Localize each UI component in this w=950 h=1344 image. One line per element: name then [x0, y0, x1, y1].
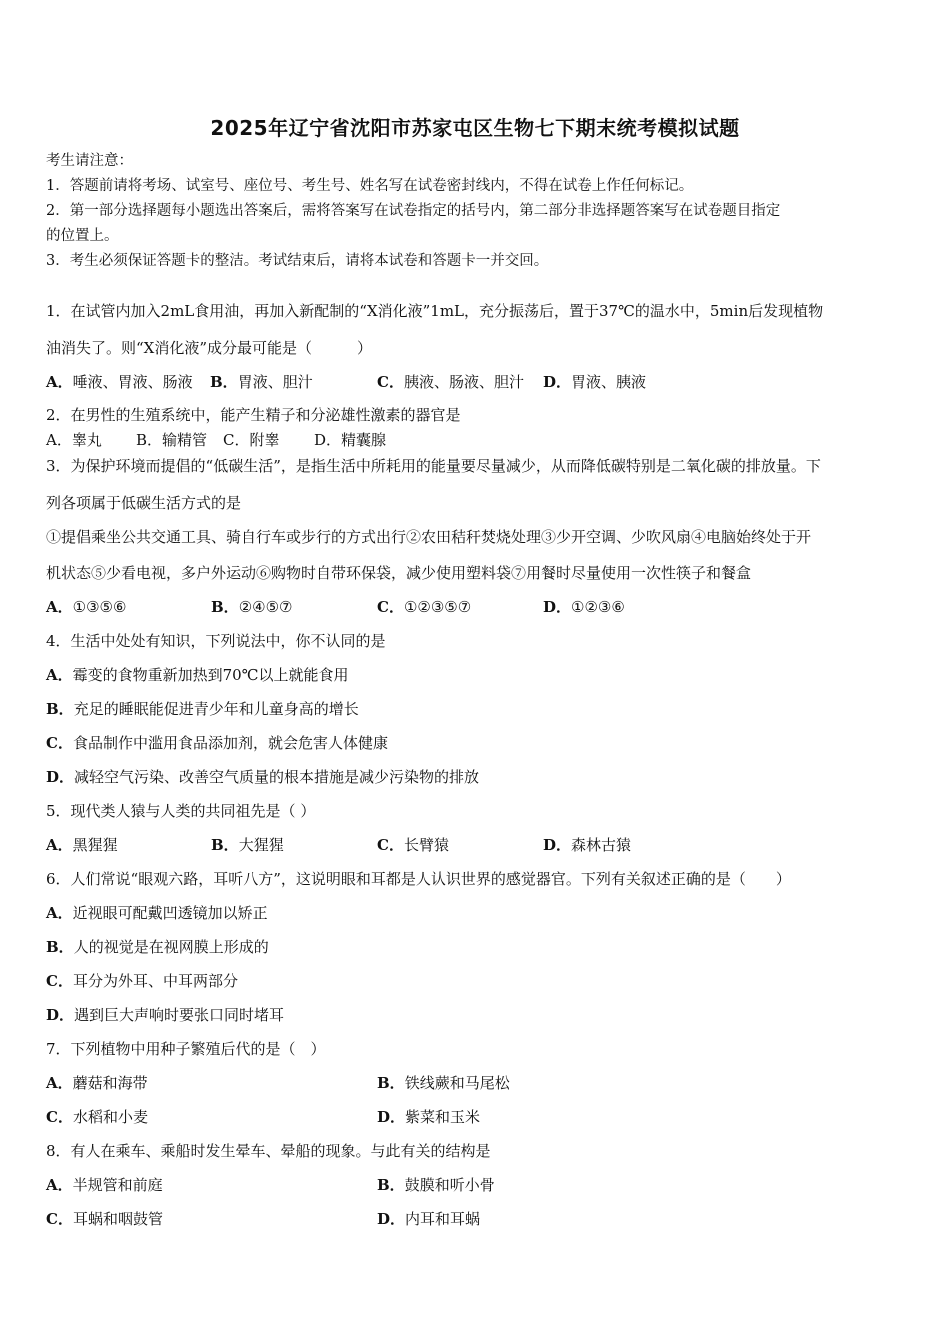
option: A．①③⑤⑥: [46, 598, 127, 616]
option: A．唾液、胃液、肠液: [46, 373, 193, 391]
question-stem: 5．现代类人猿与人类的共同祖先是（ ）: [46, 802, 316, 820]
question-stem: 油消失了。则“X消化液”成分最可能是（ ）: [46, 339, 373, 357]
question-stem: 4．生活中处处有知识，下列说法中，你不认同的是: [46, 632, 386, 650]
option: B．②④⑤⑦: [211, 598, 293, 616]
option: D．内耳和耳蜗: [377, 1210, 481, 1228]
question-stem: 7．下列植物中用种子繁殖后代的是（ ）: [46, 1040, 326, 1058]
question-stem: 2．在男性的生殖系统中，能产生精子和分泌雄性激素的器官是: [46, 406, 461, 424]
option: D．森林古猿: [543, 836, 632, 854]
option: D．减轻空气污染、改善空气质量的根本措施是减少污染物的排放: [46, 768, 480, 786]
option: D．①②③⑥: [543, 598, 625, 616]
notice-item: 1．答题前请将考场、试室号、座位号、考生号、姓名写在试卷密封线内，不得在试卷上作任何标记。: [46, 178, 694, 194]
option: B．铁线蕨和马尾松: [377, 1074, 510, 1092]
option: C．①②③⑤⑦: [377, 598, 472, 616]
option: A．睾丸: [46, 431, 102, 449]
option: A．半规管和前庭: [46, 1176, 163, 1194]
option: C．附睾: [223, 431, 280, 449]
option: B．鼓膜和听小骨: [377, 1176, 495, 1194]
option: C．胰液、肠液、胆汁: [377, 373, 524, 391]
option: D．精囊腺: [314, 431, 387, 449]
question-stem: 1．在试管内加入2mL食用油，再加入新配制的“X消化液”1mL，充分振荡后，置于37℃的温水中，5min后发现植物: [46, 302, 824, 320]
option: D．遇到巨大声响时要张口同时堵耳: [46, 1006, 285, 1024]
option: B．大猩猩: [211, 836, 284, 854]
option: A．近视眼可配戴凹透镜加以矫正: [46, 904, 268, 922]
option: C．长臂猿: [377, 836, 449, 854]
option: C．水稻和小麦: [46, 1108, 148, 1126]
option: C．食品制作中滥用食品添加剂，就会危害人体健康: [46, 734, 388, 752]
question-stem: 6．人们常说“眼观六路，耳听八方”，这说明眼和耳都是人认识世界的感觉器官。下列有关叙述正确的是（ ）: [46, 870, 791, 888]
question-stem: ①提倡乘坐公共交通工具、骑自行车或步行的方式出行②农田秸秆焚烧处理③少开空调、少吹风扇④电脑始终处于开: [46, 528, 812, 546]
page-title: 2025年辽宁省沈阳市苏家屯区生物七下期末统考模拟试题: [210, 116, 740, 140]
option: B．输精管: [136, 431, 208, 449]
question-stem: 列各项属于低碳生活方式的是: [46, 494, 242, 512]
option: A．蘑菇和海带: [46, 1074, 148, 1092]
option: C．耳分为外耳、中耳两部分: [46, 972, 238, 990]
notice-heading: 考生请注意：: [46, 153, 133, 169]
notice-item: 3．考生必须保证答题卡的整洁。考试结束后，请将本试卷和答题卡一并交回。: [46, 253, 549, 269]
option: A．霉变的食物重新加热到70℃以上就能食用: [46, 666, 349, 684]
option: A．黑猩猩: [46, 836, 118, 854]
option: C．耳蜗和咽鼓管: [46, 1210, 163, 1228]
option: B．充足的睡眠能促进青少年和儿童身高的增长: [46, 700, 359, 718]
question-stem: 机状态⑤少看电视，多户外运动⑥购物时自带环保袋，减少使用塑料袋⑦用餐时尽量使用一次性筷子和餐盒: [46, 564, 752, 582]
notice-item: 的位置上。: [46, 228, 119, 244]
option: D．胃液、胰液: [543, 373, 647, 391]
option: B．胃液、胆汁: [210, 373, 313, 391]
option: B．人的视觉是在视网膜上形成的: [46, 938, 269, 956]
question-stem: 8．有人在乘车、乘船时发生晕车、晕船的现象。与此有关的结构是: [46, 1142, 491, 1160]
question-stem: 3．为保护环境而提倡的“低碳生活”，是指生活中所耗用的能量要尽量减少，从而降低碳特别是二氧化碳的排放量。下: [46, 457, 821, 475]
notice-item: 2．第一部分选择题每小题选出答案后，需将答案写在试卷指定的括号内，第二部分非选择题答案写在试卷题目指定: [46, 203, 781, 219]
option: D．紫菜和玉米: [377, 1108, 481, 1126]
